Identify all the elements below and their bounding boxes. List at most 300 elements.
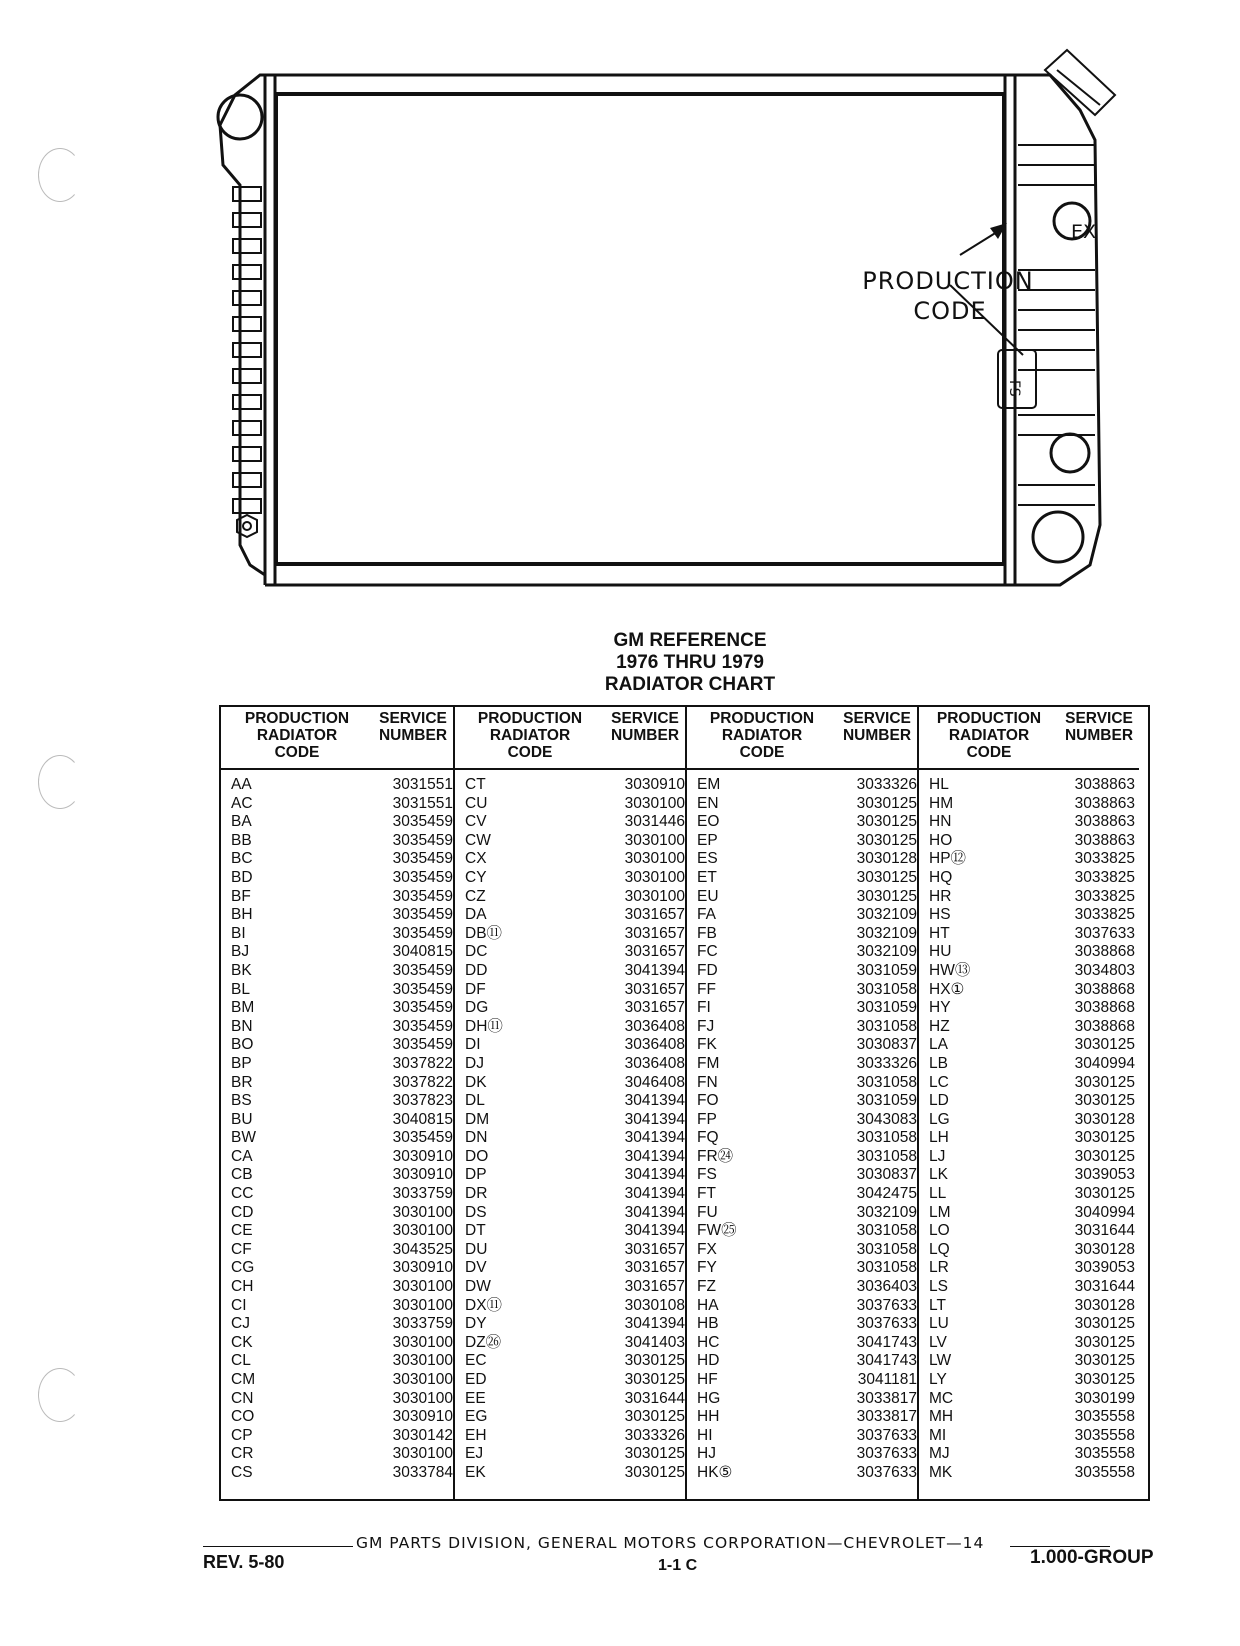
service-number-cell: 3041394 (624, 1166, 685, 1184)
production-code-cell: DJ (465, 1054, 484, 1072)
table-row (687, 1408, 917, 1427)
service-number-cell: 3035459 (392, 868, 453, 886)
service-number-cell: 3035459 (392, 980, 453, 998)
service-number-cell: 3035459 (392, 1036, 453, 1054)
service-number-cell: 3033326 (856, 1054, 917, 1072)
service-number-cell: 3031058 (856, 1240, 917, 1258)
table-row (455, 888, 685, 907)
service-number-cell: 3030125 (1074, 1352, 1135, 1370)
service-number-cell: 3031551 (392, 776, 453, 793)
production-code-cell: ES (697, 850, 718, 868)
table-row (221, 832, 453, 851)
production-code-cell: LJ (929, 1147, 946, 1165)
table-row (687, 1241, 917, 1260)
table-row (687, 1036, 917, 1055)
service-number-cell: 3038863 (1074, 776, 1135, 793)
production-code-cell: HO (929, 831, 953, 849)
table-row (687, 1185, 917, 1204)
table-row (455, 1352, 685, 1371)
table-row (919, 813, 1139, 832)
production-code-cell: LK (929, 1166, 948, 1184)
production-code-cell: HR (929, 887, 952, 905)
table-row (455, 1204, 685, 1223)
production-code-cell: LW (929, 1352, 952, 1370)
table-row (919, 1408, 1139, 1427)
table-row (455, 1315, 685, 1334)
service-number-cell: 3032109 (856, 924, 917, 942)
production-code-cell: LY (929, 1371, 947, 1388)
table-row (919, 1278, 1139, 1297)
service-number-cell: 3031657 (624, 1259, 685, 1277)
service-number-cell: 3042475 (856, 1185, 917, 1203)
table-row (221, 999, 453, 1018)
service-number-cell: 3030108 (624, 1296, 685, 1314)
service-number-cell: 3036408 (624, 1036, 685, 1054)
production-code-cell: DR (465, 1185, 488, 1203)
table-row (919, 832, 1139, 851)
table-row (919, 906, 1139, 925)
service-number-cell: 3031059 (856, 999, 917, 1017)
table-row (687, 888, 917, 907)
table-row (455, 850, 685, 869)
table-row (687, 1427, 917, 1446)
production-code-cell: BJ (231, 943, 250, 961)
production-code-cell: BB (231, 831, 252, 849)
service-number-cell: 3037633 (856, 1426, 917, 1444)
service-number-cell: 3030125 (1074, 1333, 1135, 1351)
table-row (221, 1297, 453, 1316)
table-row (919, 850, 1139, 869)
header-text: CODE (966, 744, 1012, 761)
production-code-cell: MI (929, 1426, 947, 1444)
service-number-cell: 3031657 (624, 999, 685, 1017)
service-number-cell: 3041403 (624, 1333, 685, 1351)
table-row (919, 1334, 1139, 1353)
table-row (221, 925, 453, 944)
table-row (455, 1018, 685, 1037)
header-text: SERVICE (843, 710, 911, 727)
table-row (221, 1278, 453, 1297)
table-row (221, 1185, 453, 1204)
table-row (687, 906, 917, 925)
table-row (455, 1111, 685, 1130)
service-number-cell: 3031059 (856, 961, 917, 979)
table-row (455, 1464, 685, 1483)
column-rows (919, 770, 1139, 1499)
production-code-cell: AA (231, 776, 252, 793)
production-code-cell: CF (231, 1240, 252, 1258)
service-number-cell: 3030910 (392, 1166, 453, 1184)
table-row (919, 1204, 1139, 1223)
production-code-cell: CL (231, 1352, 251, 1370)
table-row (919, 1297, 1139, 1316)
production-code-cell: DI (465, 1036, 481, 1054)
table-row (919, 1315, 1139, 1334)
table-row (221, 1445, 453, 1464)
service-number-cell: 3043083 (856, 1110, 917, 1128)
table-row (687, 1074, 917, 1093)
production-code-cell: DA (465, 906, 487, 924)
column-rows (221, 770, 453, 1499)
service-number-cell: 3040815 (392, 1110, 453, 1128)
production-code-cell: BC (231, 850, 253, 868)
production-code-cell: LS (929, 1278, 948, 1296)
production-code-cell: FS (697, 1166, 717, 1184)
production-code-cell: DL (465, 1092, 485, 1110)
production-code-cell: LA (929, 1036, 948, 1054)
service-number-cell: 3031644 (1074, 1222, 1135, 1240)
table-row (919, 1111, 1139, 1130)
header-text: RADIATOR (256, 727, 338, 744)
production-code-cell: FR㉔ (697, 1147, 734, 1165)
service-number-header (837, 707, 917, 768)
header-text: NUMBER (1064, 727, 1134, 744)
service-number-cell: 3031059 (856, 1092, 917, 1110)
table-row (687, 943, 917, 962)
production-code-cell: DD (465, 961, 488, 979)
table-row (455, 1222, 685, 1241)
table-row (687, 850, 917, 869)
production-code-cell: LC (929, 1073, 949, 1091)
table-row (687, 1352, 917, 1371)
service-number-cell: 3035558 (1074, 1463, 1135, 1481)
ex-label: EX (1071, 221, 1097, 243)
service-number-cell: 3030125 (624, 1463, 685, 1481)
table-row (919, 1166, 1139, 1185)
production-code-cell: BO (231, 1036, 254, 1054)
binder-hole (38, 148, 82, 202)
service-number-cell: 3030125 (1074, 1092, 1135, 1110)
table-row (455, 1427, 685, 1446)
service-number-cell: 3030125 (856, 831, 917, 849)
column-header (455, 707, 685, 770)
table-row (687, 1334, 917, 1353)
service-number-cell: 3031058 (856, 980, 917, 998)
production-code-header (221, 707, 373, 768)
table-row (221, 1352, 453, 1371)
table-row (919, 1427, 1139, 1446)
production-code-cell: CA (231, 1147, 253, 1165)
group-label: 1.000-GROUP (1030, 1547, 1154, 1568)
service-number-cell: 3039053 (1074, 1166, 1135, 1184)
production-code-cell: EG (465, 1408, 488, 1426)
production-code-cell: CY (465, 868, 487, 886)
table-row (455, 1445, 685, 1464)
production-code-cell: LQ (929, 1240, 950, 1258)
table-row (221, 795, 453, 814)
production-code-cell: BP (231, 1054, 252, 1072)
production-code-cell: MK (929, 1463, 953, 1481)
service-number-cell: 3030837 (856, 1166, 917, 1184)
production-code-cell: FI (697, 999, 711, 1017)
service-number-cell: 3030125 (1074, 1147, 1135, 1165)
production-code-cell: LR (929, 1259, 949, 1277)
table-row (687, 1055, 917, 1074)
table-row (919, 795, 1139, 814)
revision-label: REV. 5-80 (203, 1552, 285, 1572)
production-code-cell: CC (231, 1185, 254, 1203)
table-row (221, 1129, 453, 1148)
table-row (687, 1445, 917, 1464)
table-row (221, 1074, 453, 1093)
service-number-cell: 3030100 (624, 850, 685, 868)
service-number-cell: 3033759 (392, 1185, 453, 1203)
service-number-cell: 3033825 (1074, 887, 1135, 905)
production-code-cell: FO (697, 1092, 719, 1110)
service-number-cell: 3038868 (1074, 999, 1135, 1017)
production-code-cell: DZ㉖ (465, 1333, 502, 1351)
production-code-cell: HF (697, 1371, 718, 1388)
service-number-cell: 3036408 (624, 1054, 685, 1072)
production-code-cell: FK (697, 1036, 717, 1054)
service-number-cell: 3033326 (856, 776, 917, 793)
service-number-cell: 3037822 (392, 1073, 453, 1091)
table-row (919, 1352, 1139, 1371)
production-code-cell: CS (231, 1463, 253, 1481)
table-row (455, 999, 685, 1018)
service-number-cell: 3038868 (1074, 1017, 1135, 1035)
service-number-cell: 3041394 (624, 961, 685, 979)
production-code-cell: FA (697, 906, 716, 924)
production-code-cell: DS (465, 1203, 487, 1221)
page-number: 1-1 C (658, 1557, 698, 1574)
table-row (221, 1092, 453, 1111)
service-number-cell: 3030100 (392, 1203, 453, 1221)
service-number-cell: 3033825 (1074, 868, 1135, 886)
service-number-cell: 3031058 (856, 1129, 917, 1147)
service-number-cell: 3035558 (1074, 1408, 1135, 1426)
table-row (687, 1018, 917, 1037)
service-number-header (605, 707, 685, 768)
table-row (687, 1278, 917, 1297)
table-row (687, 981, 917, 1000)
chart-column (221, 707, 453, 1499)
table-row (221, 1166, 453, 1185)
service-number-cell: 3035558 (1074, 1426, 1135, 1444)
production-code-callout-line1: PRODUCTION (862, 267, 1034, 295)
table-row (919, 925, 1139, 944)
table-row (455, 1148, 685, 1167)
svg-text:FS: FS (1006, 380, 1022, 397)
table-row (919, 962, 1139, 981)
header-text: RADIATOR (489, 727, 571, 744)
production-code-cell: CM (231, 1371, 256, 1388)
table-row (919, 1445, 1139, 1464)
production-code-cell: CE (231, 1222, 253, 1240)
table-row (919, 1222, 1139, 1241)
production-code-cell: FF (697, 980, 716, 998)
service-number-cell: 3030100 (624, 794, 685, 812)
production-code-cell: BS (231, 1092, 252, 1110)
production-code-cell: CI (231, 1296, 247, 1314)
production-code-cell: CW (465, 831, 491, 849)
production-code-cell: HI (697, 1426, 713, 1444)
table-row (221, 1055, 453, 1074)
table-row (919, 1464, 1139, 1483)
production-code-cell: DV (465, 1259, 487, 1277)
table-row (919, 999, 1139, 1018)
service-number-cell: 3038863 (1074, 831, 1135, 849)
service-number-cell: 3030125 (856, 813, 917, 831)
header-text: NUMBER (842, 727, 912, 744)
service-number-cell: 3035558 (1074, 1445, 1135, 1463)
table-row (919, 1074, 1139, 1093)
production-code-cell: CN (231, 1389, 254, 1407)
header-text: RADIATOR (948, 727, 1030, 744)
production-code-cell: FX (697, 1240, 717, 1258)
production-code-cell: FZ (697, 1278, 716, 1296)
service-number-cell: 3033817 (856, 1408, 917, 1426)
service-number-cell: 3030125 (1074, 1315, 1135, 1333)
production-code-cell: BL (231, 980, 250, 998)
table-row (919, 1036, 1139, 1055)
production-code-cell: BF (231, 887, 251, 905)
service-number-cell: 3031446 (624, 813, 685, 831)
production-code-cell: DN (465, 1129, 488, 1147)
production-code-cell: BU (231, 1110, 253, 1128)
table-row (455, 1092, 685, 1111)
service-number-cell: 3030125 (1074, 1073, 1135, 1091)
table-row (919, 1371, 1139, 1390)
production-code-cell: CZ (465, 887, 486, 905)
production-code-cell: FN (697, 1073, 718, 1091)
table-row (455, 1055, 685, 1074)
table-row (455, 776, 685, 795)
production-code-cell: FW㉕ (697, 1222, 737, 1240)
service-number-cell: 3041181 (857, 1371, 917, 1388)
table-row (687, 776, 917, 795)
production-code-cell: CJ (231, 1315, 250, 1333)
service-number-cell: 3031058 (856, 1017, 917, 1035)
table-row (919, 1148, 1139, 1167)
service-number-cell: 3030199 (1074, 1389, 1135, 1407)
production-code-cell: LH (929, 1129, 949, 1147)
table-row (455, 1259, 685, 1278)
production-code-cell: FU (697, 1203, 718, 1221)
table-row (687, 1092, 917, 1111)
production-code-cell: HM (929, 794, 954, 812)
production-code-cell: MC (929, 1389, 954, 1407)
service-number-cell: 3038863 (1074, 794, 1135, 812)
production-code-cell: EE (465, 1389, 486, 1407)
table-row (687, 1259, 917, 1278)
table-row (919, 1018, 1139, 1037)
production-code-cell: DG (465, 999, 489, 1017)
service-number-cell: 3031644 (1074, 1278, 1135, 1296)
table-row (221, 1036, 453, 1055)
table-row (687, 1148, 917, 1167)
production-code-cell: EM (697, 776, 721, 793)
production-code-cell: DH⑪ (465, 1017, 503, 1035)
production-code-cell: HB (697, 1315, 719, 1333)
production-code-cell: EP (697, 831, 718, 849)
production-code-cell: DT (465, 1222, 486, 1240)
service-number-cell: 3030125 (856, 794, 917, 812)
service-number-cell: 3030910 (392, 1408, 453, 1426)
table-row (919, 1055, 1139, 1074)
service-number-header (373, 707, 453, 768)
service-number-cell: 3041394 (624, 1203, 685, 1221)
service-number-cell: 3030128 (1074, 1296, 1135, 1314)
radiator-illustration (215, 45, 1165, 615)
production-code-callout-line2: CODE (913, 297, 987, 325)
title-line-3: RADIATOR CHART (604, 674, 776, 695)
table-row (221, 1111, 453, 1130)
service-number-cell: 3030100 (392, 1445, 453, 1463)
table-row (687, 1111, 917, 1130)
table-row (687, 1222, 917, 1241)
header-text: CODE (739, 744, 785, 761)
production-code-cell: LD (929, 1092, 949, 1110)
table-row (221, 1222, 453, 1241)
service-number-cell: 3037822 (392, 1054, 453, 1072)
table-row (455, 795, 685, 814)
service-number-cell: 3030125 (1074, 1036, 1135, 1054)
service-number-cell: 3041394 (624, 1147, 685, 1165)
table-row (919, 1390, 1139, 1409)
service-number-cell: 3031058 (856, 1073, 917, 1091)
production-code-cell: CV (465, 813, 487, 831)
service-number-cell: 3030125 (624, 1408, 685, 1426)
production-code-cell: CH (231, 1278, 254, 1296)
table-row (221, 888, 453, 907)
service-number-cell: 3030125 (1074, 1185, 1135, 1203)
production-code-cell: HA (697, 1296, 719, 1314)
service-number-cell: 3030128 (1074, 1110, 1135, 1128)
service-number-cell: 3031058 (856, 1259, 917, 1277)
service-number-cell: 3030100 (392, 1222, 453, 1240)
production-code-cell: HW⑬ (929, 961, 971, 979)
production-code-cell: DO (465, 1147, 489, 1165)
service-number-cell: 3040994 (1074, 1203, 1135, 1221)
footer-rule-left (203, 1546, 353, 1547)
service-number-cell: 3031657 (624, 1278, 685, 1296)
service-number-cell: 3037633 (856, 1315, 917, 1333)
production-code-cell: BW (231, 1129, 256, 1147)
service-number-cell: 3030100 (392, 1278, 453, 1296)
column-header (687, 707, 917, 770)
service-number-cell: 3030125 (1074, 1129, 1135, 1147)
production-code-cell: DB⑪ (465, 924, 503, 942)
table-row (221, 981, 453, 1000)
service-number-cell: 3031657 (624, 906, 685, 924)
production-code-cell: FJ (697, 1017, 715, 1035)
service-number-cell: 3031657 (624, 924, 685, 942)
table-row (221, 1204, 453, 1223)
title-line-1: GM REFERENCE (613, 630, 767, 651)
header-text: SERVICE (379, 710, 447, 727)
service-number-cell: 3036403 (856, 1278, 917, 1296)
service-number-cell: 3037823 (392, 1092, 453, 1110)
service-number-cell: 3035459 (392, 961, 453, 979)
service-number-cell: 3040815 (392, 943, 453, 961)
radiator-drawing (215, 45, 1165, 615)
production-code-cell: ET (697, 868, 717, 886)
production-code-cell: FT (697, 1185, 716, 1203)
service-number-cell: 3030125 (856, 887, 917, 905)
table-row (221, 1334, 453, 1353)
production-code-cell: LT (929, 1296, 946, 1314)
production-code-cell: HS (929, 906, 951, 924)
service-number-cell: 3040994 (1074, 1054, 1135, 1072)
table-row (221, 850, 453, 869)
table-row (455, 1297, 685, 1316)
header-text: SERVICE (1065, 710, 1133, 727)
service-number-cell: 3030142 (392, 1426, 453, 1444)
service-number-cell: 3030100 (392, 1371, 453, 1388)
production-code-cell: BM (231, 999, 255, 1017)
production-code-cell: CX (465, 850, 487, 868)
